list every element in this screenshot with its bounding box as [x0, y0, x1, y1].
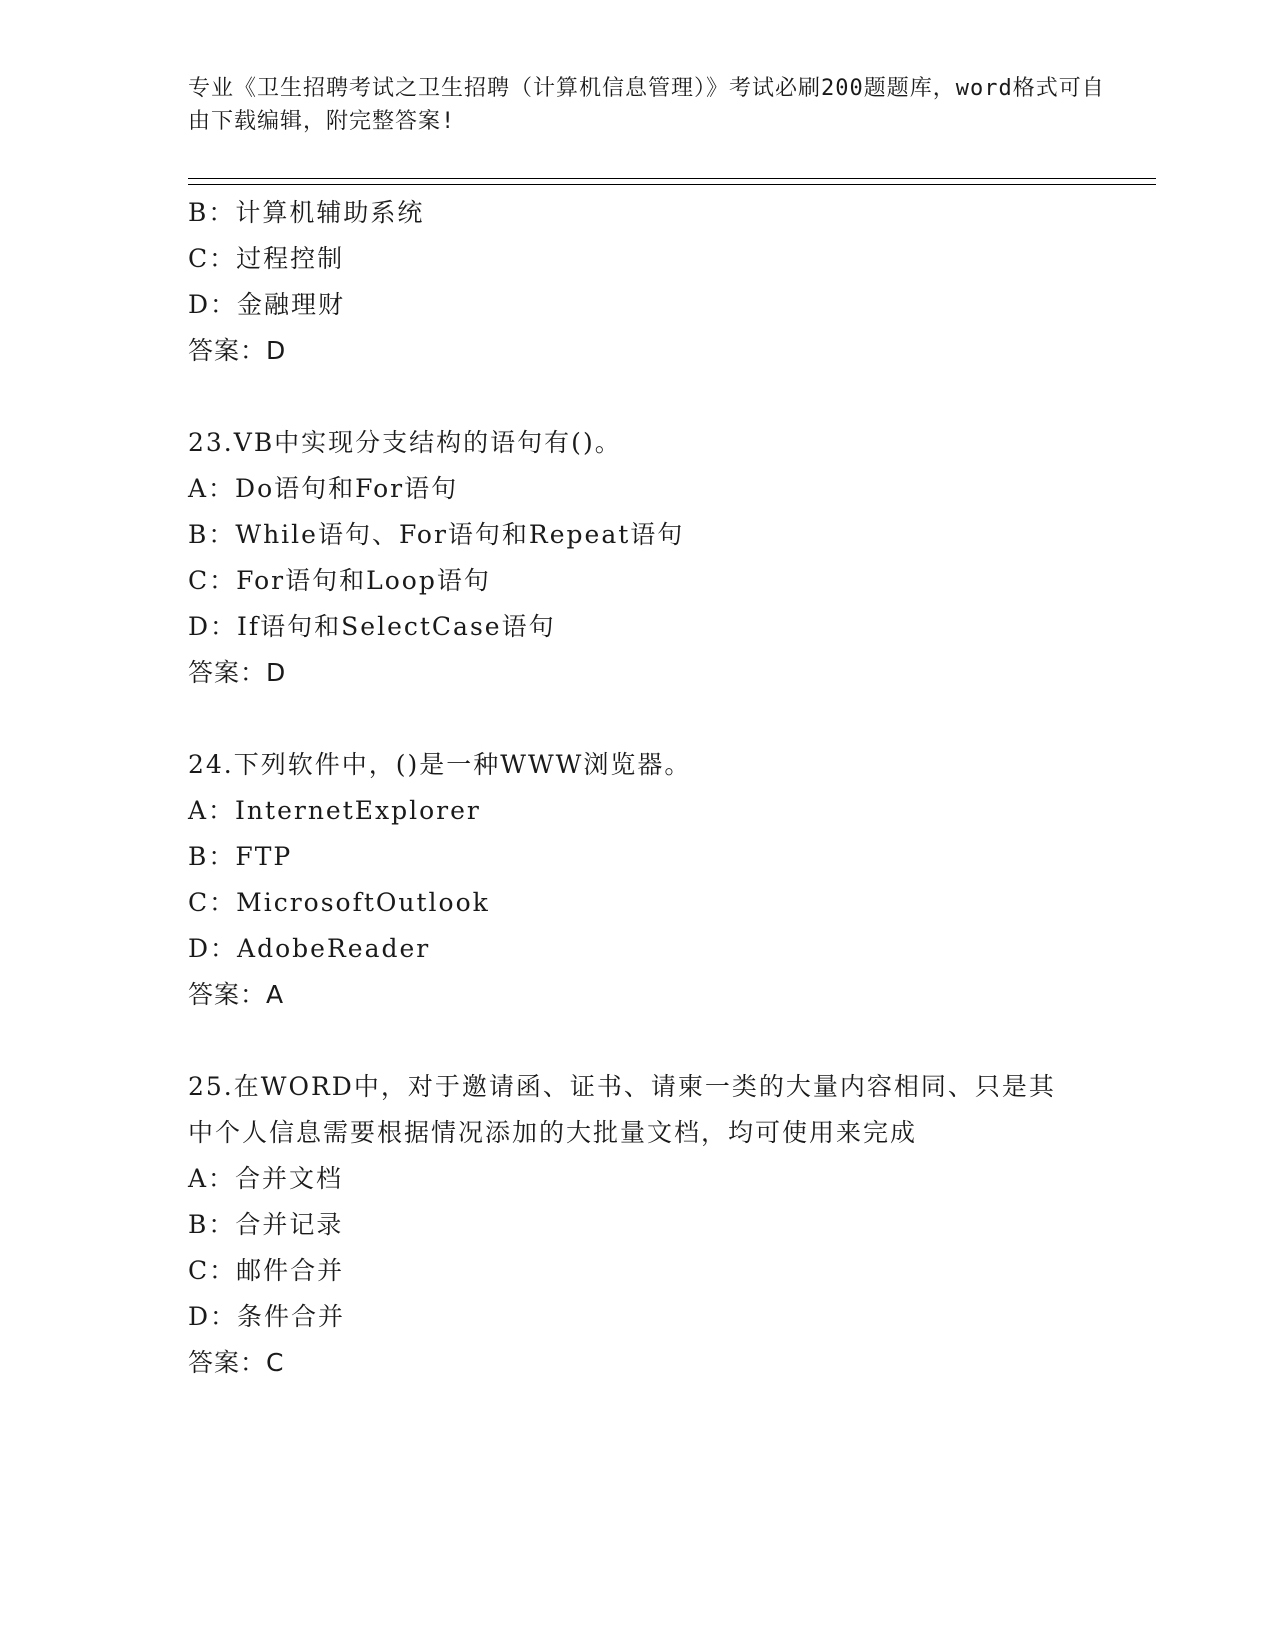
option-d: D：If语句和SelectCase语句 — [188, 612, 556, 641]
option-a: A：InternetExplorer — [188, 796, 481, 825]
spacer — [188, 696, 1148, 742]
option-b: B：合并记录 — [188, 1210, 344, 1239]
question-stem: 25.在WORD中，对于邀请函、证书、请柬一类的大量内容相同、只是其中个人信息需要根据情况添加的大批量文档，均可使用来完成 — [188, 1072, 1056, 1147]
option-c: C：For语句和Loop语句 — [188, 566, 491, 595]
option-b: B：While语句、For语句和Repeat语句 — [188, 520, 685, 549]
option-c: C：邮件合并 — [188, 1256, 345, 1285]
option-c: C：MicrosoftOutlook — [188, 888, 490, 917]
page-header: 专业《卫生招聘考试之卫生招聘（计算机信息管理）》考试必刷200题题库，word格式可自由下载编辑，附完整答案! — [188, 76, 1105, 134]
option-a: A：合并文档 — [188, 1164, 344, 1193]
spacer — [188, 374, 1148, 420]
header-divider — [188, 178, 1156, 185]
answer-line: 答案：A — [188, 980, 285, 1009]
option-d: D：金融理财 — [188, 290, 346, 319]
option-b: B：FTP — [188, 842, 293, 871]
answer-line: 答案：C — [188, 1348, 285, 1377]
question-list — [188, 190, 1148, 1386]
answer-line: 答案：D — [188, 336, 287, 365]
question-25 — [188, 1064, 1148, 1386]
question-24 — [188, 742, 1148, 1018]
option-d: D：条件合并 — [188, 1302, 346, 1331]
option-d: D：AdobeReader — [188, 934, 431, 963]
spacer — [188, 1018, 1148, 1064]
question-23 — [188, 420, 1148, 696]
question-fragment — [188, 190, 1148, 374]
question-stem: 24.下列软件中，()是一种WWW浏览器。 — [188, 750, 692, 779]
answer-line: 答案：D — [188, 658, 287, 687]
question-stem: 23.VB中实现分支结构的语句有()。 — [188, 428, 622, 457]
option-c: C：过程控制 — [188, 244, 345, 273]
option-b: B：计算机辅助系统 — [188, 198, 425, 227]
option-a: A：Do语句和For语句 — [188, 474, 459, 503]
